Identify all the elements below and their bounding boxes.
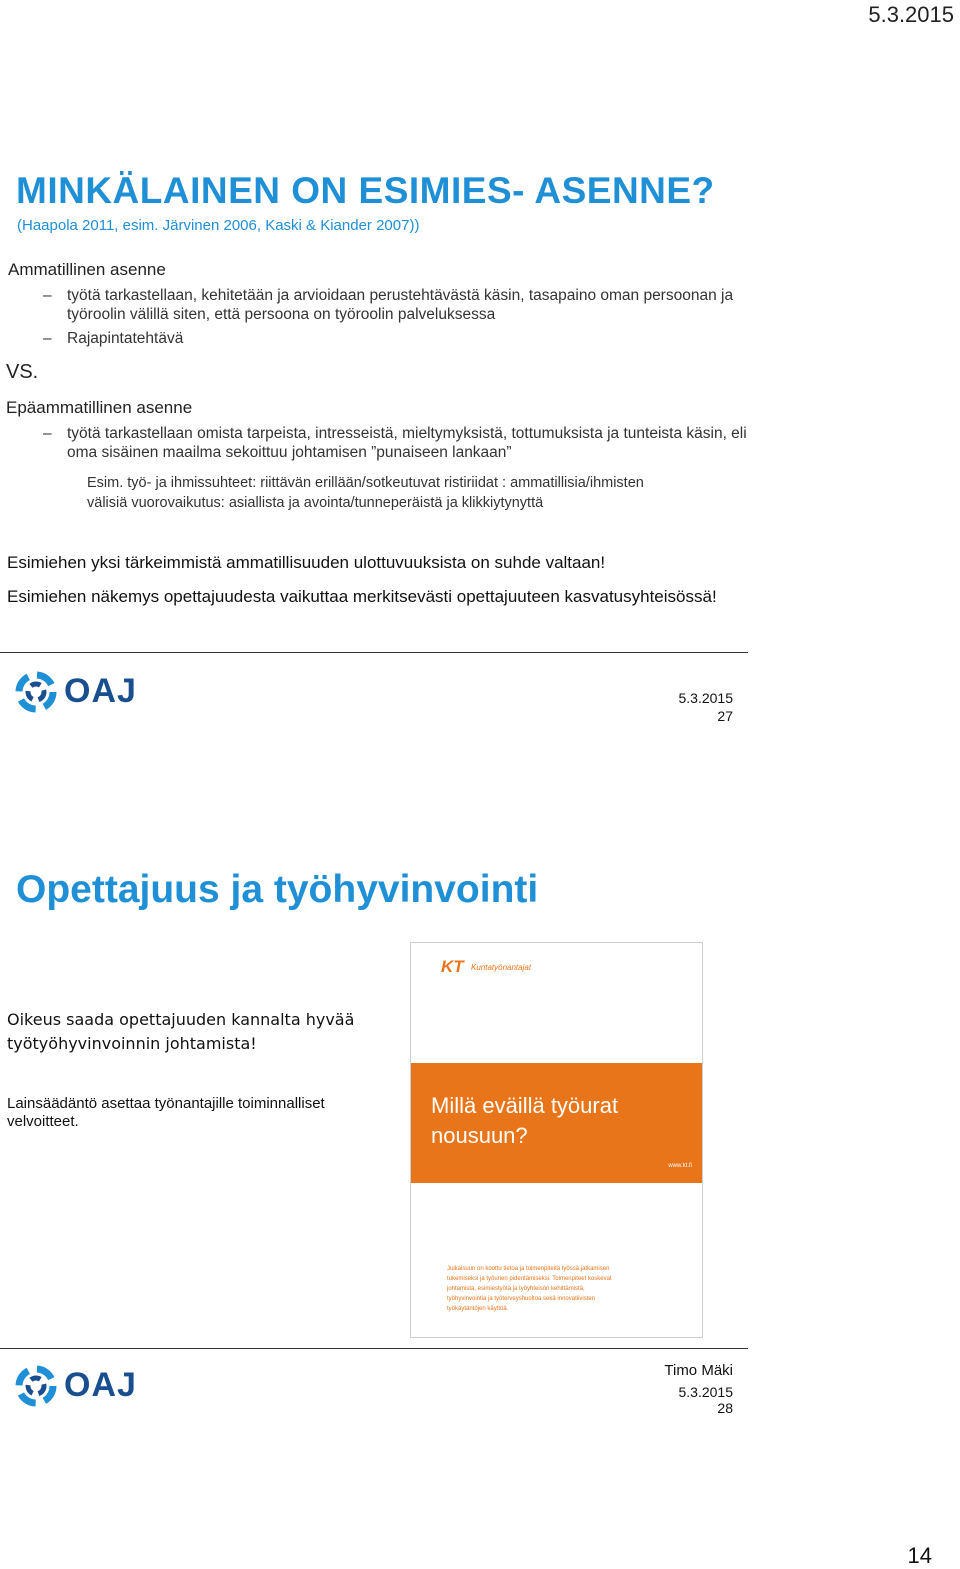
cover-blurb-line: työhyvinvointia ja työterveyshuoltoa sekä innovatiivisten xyxy=(447,1296,596,1302)
cover-headline: Millä eväillä työurat xyxy=(431,1093,619,1118)
statement: Esimiehen yksi tärkeimmistä ammatillisuuden ulottuvuuksista on suhde valtaan! xyxy=(7,553,606,572)
dash-bullet: – xyxy=(43,287,52,304)
body-text: Lainsäädäntö asettaa työnantajille toiminnalliset xyxy=(7,1095,325,1112)
dash-bullet: – xyxy=(43,330,52,347)
bullet-text: oma sisäinen maailma sekoittuu johtamisen ”punaiseen lankaan” xyxy=(67,444,512,461)
cover-headline: nousuun? xyxy=(431,1123,528,1148)
cover-blurb xyxy=(411,1183,702,1338)
slide-number: 28 xyxy=(717,1400,733,1416)
page-header-date: 5.3.2015 xyxy=(868,2,954,27)
oaj-logo-text: OAJ xyxy=(64,672,137,710)
oaj-logo-text: OAJ xyxy=(64,1366,137,1404)
slide-divider xyxy=(0,1348,748,1349)
example-text: Esim. työ- ja ihmissuhteet: riittävän erillään/sotkeutuvat ristiriidat : ammatillisia/ihmisten xyxy=(87,475,644,491)
slide-date: 5.3.2015 xyxy=(678,690,733,706)
bullet-text: työtä tarkastellaan, kehitetään ja arvioidaan perustehtävästä käsin, tasapaino oman persoonan ja xyxy=(67,287,734,304)
slide-title: Opettajuus ja työhyvinvointi xyxy=(16,868,539,911)
kt-logo: KT xyxy=(441,957,464,976)
body-text: Oikeus saada opettajuuden kannalta hyvää xyxy=(7,1010,355,1029)
example-text: välisiä vuorovaikutus: asiallista ja avointa/tunneperäistä ja klikkiytynyttä xyxy=(87,495,544,511)
slide-title: MINKÄLAINEN ON ESIMIES- ASENNE? xyxy=(16,170,715,211)
section-heading-professional: Ammatillinen asenne xyxy=(8,260,166,279)
slide-date: 5.3.2015 xyxy=(678,1384,733,1400)
page-number: 14 xyxy=(907,1543,932,1568)
statement: Esimiehen näkemys opettajuudesta vaikuttaa merkitsevästi opettajuuteen kasvatusyhteisössä! xyxy=(7,587,717,606)
bullet-text: työtä tarkastellaan omista tarpeista, intresseistä, mieltymyksistä, tottumuksista ja tunteista käsin, eli xyxy=(67,425,747,442)
slide-divider xyxy=(0,652,748,653)
kt-brand-name: Kuntatyönantajat xyxy=(471,963,532,972)
cover-blurb-line: johtamista, esimiestyötä ja työyhteisön kehittämistä, xyxy=(447,1286,585,1292)
cover-url: www.kt.fi xyxy=(668,1163,692,1169)
bullet-text: Rajapintatehtävä xyxy=(67,330,184,347)
cover-orange-band xyxy=(411,1063,702,1183)
slide-number: 27 xyxy=(717,708,733,724)
cover-blurb-line: Julkaisuun on koottu tietoa ja toimenpiteitä työssä jatkamisen xyxy=(447,1266,610,1272)
cover-blurb-line: työkäytäntöjen käyttöä. xyxy=(447,1306,509,1312)
body-text: velvoitteet. xyxy=(7,1113,79,1130)
body-text: työtyöhyvinvoinnin johtamista! xyxy=(7,1034,257,1053)
citation: (Haapola 2011, esim. Järvinen 2006, Kaski & Kiander 2007)) xyxy=(17,217,420,234)
publication-cover xyxy=(410,942,703,1338)
dash-bullet: – xyxy=(43,425,52,442)
bullet-text: työroolin välillä siten, että persoona on työroolin palveluksessa xyxy=(67,306,496,323)
presenter-name: Timo Mäki xyxy=(664,1362,733,1379)
section-heading-unprofessional: Epäammatillinen asenne xyxy=(6,398,193,417)
cover-blurb-line: tukemiseksi ja työurien pidentämiseksi. Toimenpiteet koskevat xyxy=(447,1276,612,1282)
vs-label: VS. xyxy=(6,361,39,383)
